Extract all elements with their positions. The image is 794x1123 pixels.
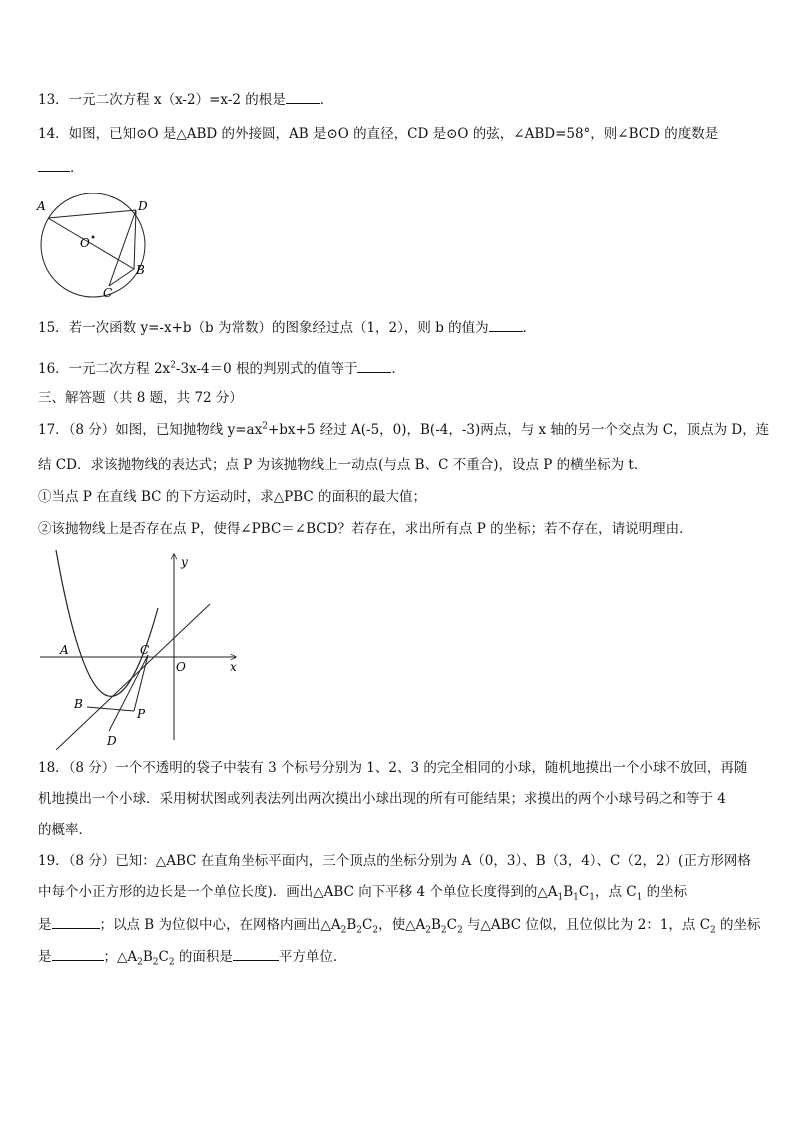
label-o: O bbox=[176, 660, 186, 674]
label-c: C bbox=[140, 643, 150, 657]
question-19-line2: 中每个小正方形的边长是一个单位长度)．画出△ABC 向下平移 4 个单位长度得到的$\triangle A_1B_1C_1$，点 $C_1$ 的坐标 bbox=[38, 884, 688, 903]
question-13: 13．一元二次方程 x（x-2）=x-2 的根是 ． bbox=[38, 89, 333, 109]
question-14: 14．如图，已知⊙O 是△ABD 的外接圆，AB 是⊙O 的直径，CD 是⊙O 的弦，∠ABD=58°，则∠BCD 的度数是 bbox=[38, 126, 719, 142]
question-14-line2: ． bbox=[38, 157, 84, 177]
answer-blank bbox=[38, 157, 70, 172]
chord-cb bbox=[109, 269, 134, 286]
question-17-part2: ②该抛物线上是否存在点 P，使得∠PBC＝∠BCD？若存在，求出所有点 P 的坐标；若不存在，请说明理由． bbox=[38, 521, 693, 537]
diameter-ab bbox=[48, 218, 134, 269]
label-o: O bbox=[80, 236, 90, 250]
question-17-line2: 结 CD．求该抛物线的表达式；点 P 为该抛物线上一动点(与点 B、C 不重合)，设点 P 的横坐标为 t． bbox=[38, 457, 648, 473]
chord-dc bbox=[109, 210, 136, 286]
label-b: B bbox=[136, 263, 145, 277]
label-y: y bbox=[181, 555, 188, 569]
segment-pc bbox=[134, 655, 148, 711]
question-16: 16．一元二次方程 $2x^2-3x-4=0$ 根的判别式的值等于 ． bbox=[38, 358, 405, 378]
section-heading: 三、解答题（共 8 题，共 72 分） bbox=[38, 390, 243, 406]
label-a: A bbox=[37, 199, 46, 213]
answer-blank bbox=[233, 946, 279, 961]
question-15: 15．若一次函数 y=-x+b（b 为常数）的图象经过点（1，2），则 b 的值为 ． bbox=[38, 317, 536, 337]
question-18: 18．（8 分）一个不透明的袋子中装有 3 个标号分别为 1、2、3 的完全相同的小球，随机地摸出一个小球不放回，再随 bbox=[38, 760, 748, 776]
answer-blank bbox=[286, 89, 320, 104]
question-19: 19．（8 分）已知：△ABC 在直角坐标平面内，三个顶点的坐标分别为 A（0，3）、B（3，4）、C（2，2）(正方形网格 bbox=[38, 853, 751, 869]
segment-bp bbox=[87, 707, 134, 711]
question-17-part1: ①当点 P 在直线 BC 的下方运动时，求△PBC 的面积的最大值； bbox=[38, 489, 427, 505]
label-b: B bbox=[74, 697, 83, 711]
label-c: C bbox=[103, 286, 113, 300]
label-x: x bbox=[230, 660, 237, 674]
circle-figure bbox=[34, 193, 154, 305]
question-18-line3: 的概率． bbox=[38, 822, 92, 838]
label-a: A bbox=[60, 643, 69, 657]
center-point bbox=[92, 236, 95, 239]
answer-blank bbox=[489, 317, 523, 332]
question-19-line4: 是 ；$\triangle A_2B_2C_2$ 的面积是 平方单位． bbox=[38, 946, 346, 966]
answer-blank bbox=[357, 358, 391, 373]
parabola-figure bbox=[36, 550, 246, 750]
question-19-line3: 是 ；以点 B 为位似中心，在网格内画出$\triangle A_2B_2C_2$，使$\triangle A_2B_2C_2$ 与△ABC 位似，且位似比为 2：1，点 $C_2$ 的坐标 bbox=[38, 914, 761, 934]
chord-ad bbox=[48, 210, 136, 218]
label-d: D bbox=[138, 199, 148, 213]
chord-db bbox=[134, 210, 136, 269]
question-17: 17．（8 分）如图，已知抛物线 $y=ax^2+bx+5$ 经过 A(-5，0)，B(-4，-3)两点，与 x 轴的另一个交点为 C，顶点为 D，连 bbox=[38, 421, 770, 438]
line-bc bbox=[56, 604, 210, 750]
label-p: P bbox=[137, 707, 146, 721]
label-d: D bbox=[107, 734, 117, 748]
answer-blank bbox=[52, 946, 104, 961]
answer-blank bbox=[52, 914, 100, 929]
question-18-line2: 机地摸出一个小球．采用树状图或列表法列出两次摸出小球出现的所有可能结果；求摸出的两个小球号码之和等于 4 bbox=[38, 791, 726, 807]
